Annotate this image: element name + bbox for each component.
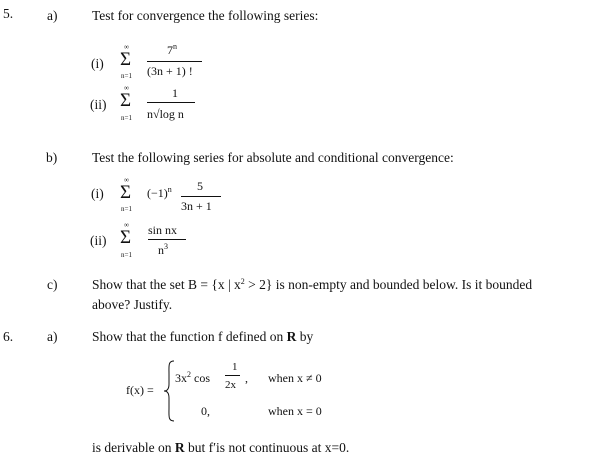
question-number-6: 6. (3, 329, 14, 344)
fraction-denominator: n√log n (147, 107, 184, 121)
case2-condition: when x = 0 (268, 404, 322, 418)
item-label-5b-i: (i) (91, 186, 104, 201)
part-5c-text-line1: Show that the set B = {x | $x^2 > 2$} is non-empty and bounded below. Is it bounded (92, 277, 533, 292)
fraction-denominator: 3n + 1 (181, 199, 212, 213)
sum-upper-limit: ∞ (124, 43, 129, 51)
part-6a-conclusion: is derivable on R but f′is not continuous at x=0. (92, 440, 350, 455)
sign-factor: $(-1)^n$ (147, 185, 172, 200)
case1-fraction-bar (225, 375, 240, 376)
part-label-5b: b) (46, 150, 58, 165)
item-label-5a-ii: (ii) (90, 97, 107, 112)
sigma-symbol: Σ (120, 90, 132, 111)
part-5b-instruction: Test the following series for absolute and conditional convergence: (92, 150, 454, 165)
item-label-5b-ii: (ii) (90, 233, 107, 248)
sum-lower-limit: n=1 (121, 114, 132, 122)
sum-upper-limit: ∞ (124, 176, 129, 184)
part-5c-text-line2: above? Justify. (92, 297, 173, 312)
fraction-numerator: 1 (172, 86, 178, 100)
part-6a-instruction: Show that the function f defined on R by (92, 329, 314, 344)
part-5a-instruction: Test for convergence the following series: (92, 8, 319, 23)
sigma-symbol: Σ (120, 49, 132, 70)
fraction-numerator: 5 (197, 179, 203, 193)
fraction-numerator: 7$^n$ (167, 42, 177, 57)
curly-brace (163, 360, 177, 422)
sigma-symbol: Σ (120, 182, 132, 203)
sum-upper-limit: ∞ (124, 221, 129, 229)
fraction-bar (181, 196, 221, 197)
case1-comma: , (245, 371, 248, 385)
sum-lower-limit: n=1 (121, 205, 132, 213)
item-label-5a-i: (i) (91, 56, 104, 71)
fraction-numerator: sin nx (148, 223, 178, 237)
part-label-5a: a) (47, 8, 58, 23)
sum-lower-limit: n=1 (121, 251, 132, 259)
fraction-denominator: $n^3$ (158, 242, 168, 257)
sigma-symbol: Σ (120, 227, 132, 248)
sum-upper-limit: ∞ (124, 84, 129, 92)
fraction-denominator: (3n + 1) ! (147, 64, 193, 78)
case1-condition: when x ≠ 0 (268, 371, 322, 385)
case1-fraction-denominator: 2x (225, 379, 236, 391)
case1-expression: $3x^2$ cos (175, 370, 210, 385)
function-label: f(x) = (126, 383, 154, 397)
case1-fraction-numerator: 1 (232, 361, 238, 373)
fraction-bar (147, 102, 195, 103)
fraction-bar (148, 239, 186, 240)
case2-expression: 0, (201, 404, 210, 418)
question-number-5: 5. (3, 6, 14, 21)
part-label-5c: c) (47, 277, 58, 292)
fraction-bar (147, 61, 202, 62)
part-label-6a: a) (47, 329, 58, 344)
sum-lower-limit: n=1 (121, 72, 132, 80)
